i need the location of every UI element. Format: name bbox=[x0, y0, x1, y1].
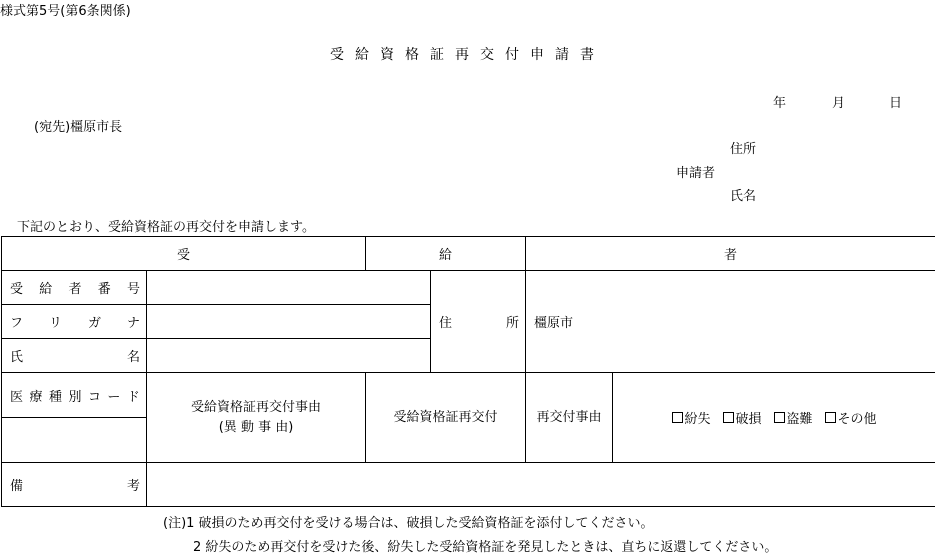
checkbox-icon[interactable] bbox=[672, 412, 683, 423]
label-char: 考 bbox=[127, 475, 140, 494]
label-char: 備 bbox=[10, 475, 23, 494]
table-header-row bbox=[2, 237, 935, 271]
note-2: 2 紛失のため再交付を受けた後、紛失した受給資格証を発見したときは、直ちに返還してください。 bbox=[193, 536, 777, 555]
label-char: 号 bbox=[127, 278, 140, 297]
table-row bbox=[2, 463, 935, 507]
name-label bbox=[2, 339, 147, 373]
checkbox-icon[interactable] bbox=[774, 412, 785, 423]
label-char: 住 bbox=[439, 312, 452, 331]
label-char: 氏 bbox=[10, 346, 23, 365]
reason-value-text: 受給資格証再交付 bbox=[394, 410, 498, 425]
address-label bbox=[431, 271, 526, 373]
label-char: 者 bbox=[68, 278, 81, 297]
label-char: 名 bbox=[127, 346, 140, 365]
checkbox-stolen[interactable] bbox=[774, 408, 813, 427]
remarks-label bbox=[2, 463, 147, 507]
remarks-field[interactable] bbox=[147, 463, 935, 507]
header-cell-sha: 者 bbox=[526, 237, 935, 271]
medical-code-field[interactable] bbox=[2, 418, 147, 463]
table-row bbox=[2, 373, 935, 418]
note-1: (注)1 破損のため再交付を受ける場合は、破損した受給資格証を添付してください。 bbox=[163, 512, 654, 531]
label-char: コ bbox=[88, 386, 101, 405]
label-char: ー bbox=[107, 386, 120, 405]
label-char: 療 bbox=[29, 386, 42, 405]
date-day-label: 日 bbox=[889, 92, 902, 111]
checkbox-damaged[interactable] bbox=[723, 408, 762, 427]
form-code: 様式第5号(第6条関係) bbox=[0, 0, 131, 19]
label-char: ナ bbox=[127, 312, 140, 331]
name-field[interactable] bbox=[147, 339, 431, 373]
header-cell-kyu: 給 bbox=[366, 237, 526, 271]
label-char: 別 bbox=[68, 386, 81, 405]
addressee: (宛先)橿原市長 bbox=[34, 116, 122, 135]
label-char: 種 bbox=[49, 386, 62, 405]
recipient-number-field[interactable] bbox=[147, 271, 431, 305]
intro-text: 下記のとおり、受給資格証の再交付を申請します。 bbox=[17, 216, 315, 235]
checkbox-other[interactable] bbox=[825, 408, 877, 427]
label-char: 番 bbox=[98, 278, 111, 297]
label-char: 受 bbox=[10, 278, 23, 297]
label-char: フ bbox=[10, 312, 23, 331]
address-field[interactable] bbox=[526, 271, 935, 373]
applicant-address-label: 住所 bbox=[730, 138, 756, 157]
reissue-reason-label bbox=[526, 373, 613, 463]
application-table bbox=[1, 236, 935, 507]
label-char: 所 bbox=[506, 312, 519, 331]
reason-heading bbox=[147, 373, 366, 463]
furigana-label bbox=[2, 305, 147, 339]
medical-code-label bbox=[2, 373, 147, 418]
address-value: 橿原市 bbox=[534, 316, 573, 331]
checkbox-label: 紛失 bbox=[685, 408, 711, 427]
reissue-reason-options bbox=[613, 373, 935, 463]
label-char: リ bbox=[49, 312, 62, 331]
reason-heading-line2: (異 動 事 由) bbox=[147, 418, 365, 438]
reason-value bbox=[366, 373, 526, 463]
checkbox-label: その他 bbox=[838, 408, 877, 427]
label-char: 給 bbox=[39, 278, 52, 297]
label-char: ガ bbox=[88, 312, 101, 331]
label-char: 医 bbox=[10, 386, 23, 405]
furigana-field[interactable] bbox=[147, 305, 431, 339]
date-month-label: 月 bbox=[832, 92, 845, 111]
page-title: 受給資格証再交付申請書 bbox=[0, 44, 935, 64]
label-char: ド bbox=[127, 386, 140, 405]
reason-heading-line1: 受給資格証再交付事由 bbox=[147, 398, 365, 418]
applicant-name-label: 氏名 bbox=[730, 185, 756, 204]
applicant-label: 申請者 bbox=[676, 162, 715, 181]
header-cell-ju: 受 bbox=[2, 237, 366, 271]
date-year-label: 年 bbox=[773, 92, 786, 111]
reissue-reason-text: 再交付事由 bbox=[537, 410, 602, 425]
table-row bbox=[2, 271, 935, 305]
checkbox-lost[interactable] bbox=[672, 408, 711, 427]
recipient-number-label bbox=[2, 271, 147, 305]
checkbox-icon[interactable] bbox=[825, 412, 836, 423]
checkbox-icon[interactable] bbox=[723, 412, 734, 423]
checkbox-label: 盗難 bbox=[787, 408, 813, 427]
checkbox-label: 破損 bbox=[736, 408, 762, 427]
